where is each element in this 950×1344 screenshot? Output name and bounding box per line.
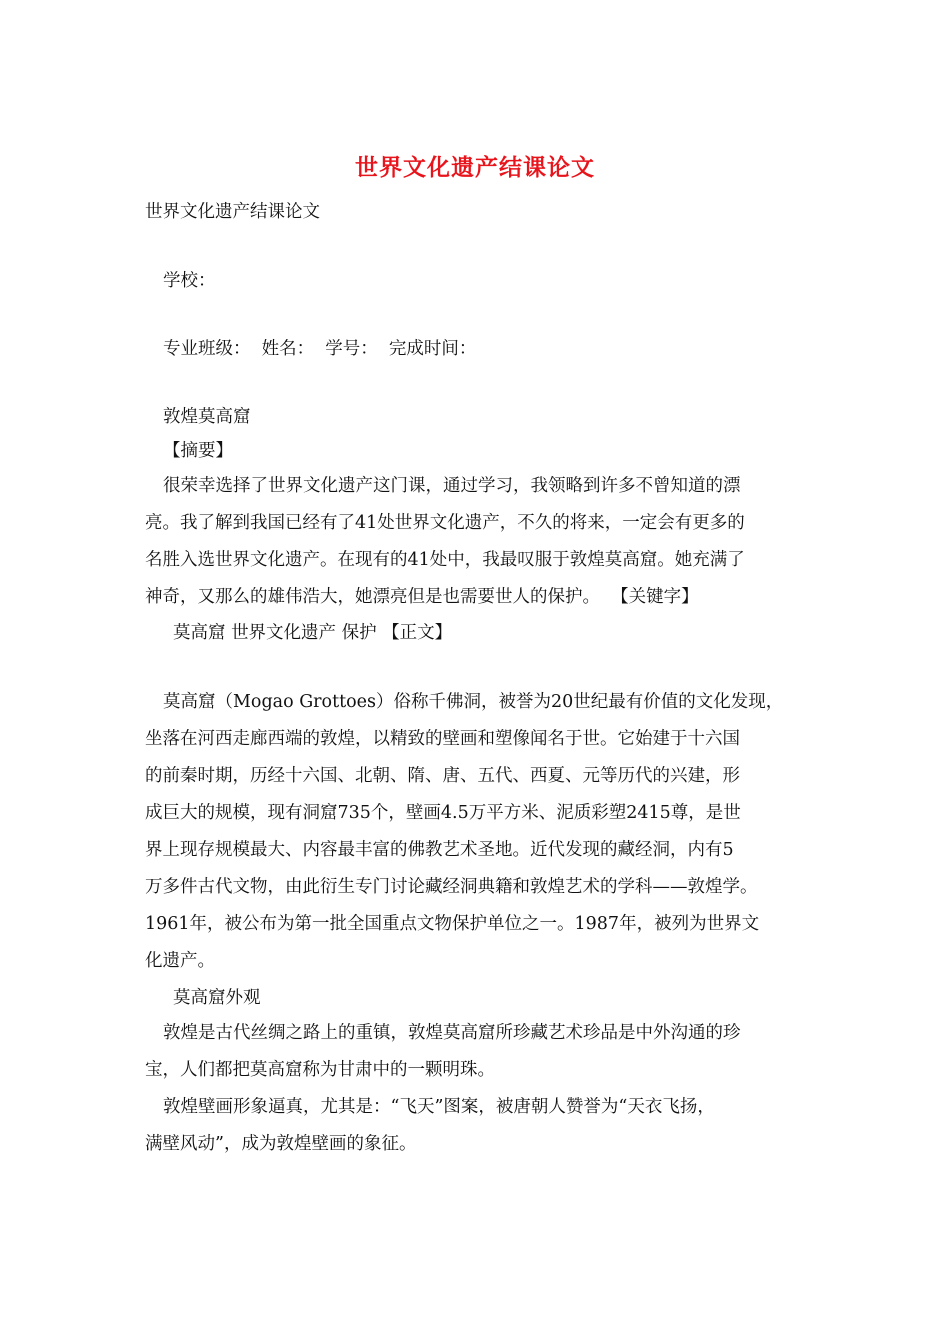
body-line: 成巨大的规模，现有洞窟735个，壁画4.5万平方米、泥质彩塑2415尊，是世 — [145, 803, 741, 823]
body-line: 坐落在河西走廊西端的敦煌，以精致的壁画和塑像闻名于世。它始建于十六国 — [145, 729, 740, 749]
section-line: 敦煌壁画形象逼真，尤其是：“飞天”图案，被唐朝人赞誉为“天衣飞扬， — [163, 1097, 715, 1117]
document-subtitle: 世界文化遗产结课论文 — [145, 202, 320, 222]
section-line: 满壁风动”，成为敦煌壁画的象征。 — [145, 1134, 417, 1154]
keywords-line: 莫高窟 世界文化遗产 保护 【正文】 — [173, 623, 453, 643]
section-line: 宝，人们都把莫高窟称为甘肃中的一颗明珠。 — [145, 1060, 495, 1080]
abstract-heading: 【摘要】 — [163, 441, 233, 461]
student-info-line: 专业班级： 姓名： 学号： 完成时间： — [163, 339, 477, 359]
abstract-line: 名胜入选世界文化遗产。在现有的41处中，我最叹服于敦煌莫高窟。她充满了 — [145, 550, 745, 570]
abstract-line: 很荣幸选择了世界文化遗产这门课，通过学习，我领略到许多不曾知道的漂 — [163, 476, 741, 496]
topic-heading: 敦煌莫高窟 — [163, 407, 251, 427]
school-label: 学校： — [163, 271, 216, 291]
body-line: 万多件古代文物，由此衍生专门讨论藏经洞典籍和敦煌艺术的学科——敦煌学。 — [145, 877, 758, 897]
body-line: 界上现存规模最大、内容最丰富的佛教艺术圣地。近代发现的藏经洞，内有5 — [145, 840, 734, 860]
section-line: 敦煌是古代丝绸之路上的重镇，敦煌莫高窟所珍藏艺术珍品是中外沟通的珍 — [163, 1023, 741, 1043]
body-line: 1961年，被公布为第一批全国重点文物保护单位之一。1987年，被列为世界文 — [145, 914, 760, 934]
section-heading: 莫高窟外观 — [173, 988, 261, 1008]
document-title: 世界文化遗产结课论文 — [355, 154, 595, 181]
abstract-line: 亮。我了解到我国已经有了41处世界文化遗产，不久的将来，一定会有更多的 — [145, 513, 745, 533]
abstract-line: 神奇，又那么的雄伟浩大，她漂亮但是也需要世人的保护。 【关键字】 — [145, 587, 699, 607]
body-line: 莫高窟（Mogao Grottoes）俗称千佛洞，被誉为20世纪最有价值的文化发现， — [163, 692, 784, 712]
body-line: 的前秦时期，历经十六国、北朝、隋、唐、五代、西夏、元等历代的兴建，形 — [145, 766, 740, 786]
body-line: 化遗产。 — [145, 951, 215, 971]
